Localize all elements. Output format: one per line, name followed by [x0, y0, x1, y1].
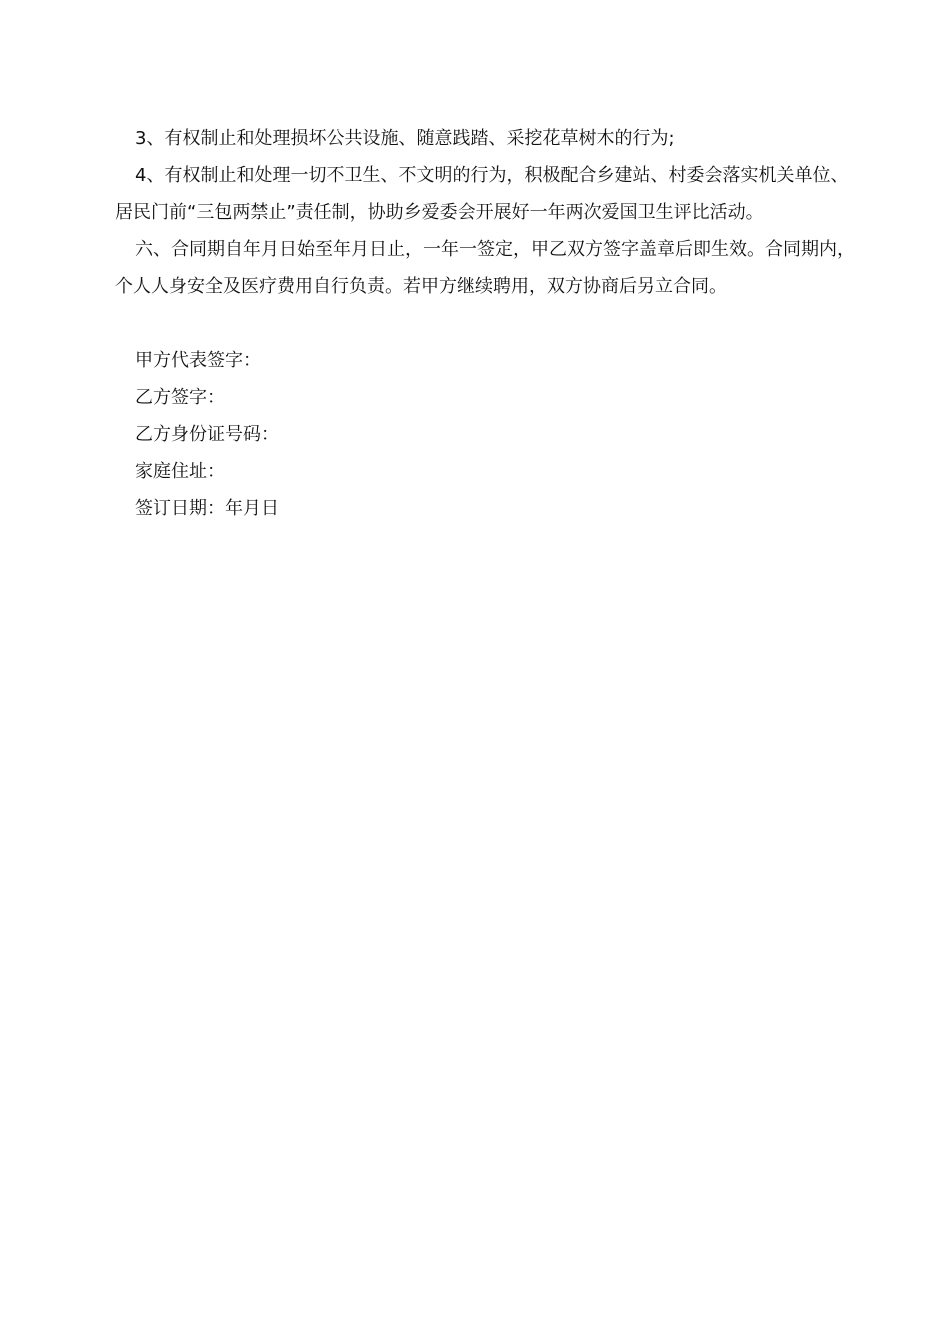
- party-b-signature: 乙方签字：: [135, 387, 225, 408]
- home-address: 家庭住址：: [135, 461, 225, 482]
- clause-six-term: 六、合同期自年月日始至年月日止，一年一签定，甲乙双方签字盖章后即生效。合同期内，个人人身安全及医疗费用自行负责。若甲方继续聘用，双方协商后另立合同。: [115, 239, 855, 297]
- signature-block: [115, 342, 855, 527]
- clause-4: 4、有权制止和处理一切不卫生、不文明的行为，积极配合乡建站、村委会落实机关单位、居民门前“三包两禁止”责任制，协助乡爱委会开展好一年两次爱国卫生评比活动。: [115, 165, 849, 223]
- party-b-id-number: 乙方身份证号码：: [135, 424, 279, 445]
- section-spacer: [115, 305, 855, 342]
- sign-date: 签订日期：年月日: [135, 498, 279, 519]
- party-a-rep-signature: 甲方代表签字：: [135, 350, 261, 371]
- clause-3: 3、有权制止和处理损坏公共设施、随意践踏、采挖花草树木的行为;: [135, 128, 675, 149]
- document-body: [115, 120, 855, 527]
